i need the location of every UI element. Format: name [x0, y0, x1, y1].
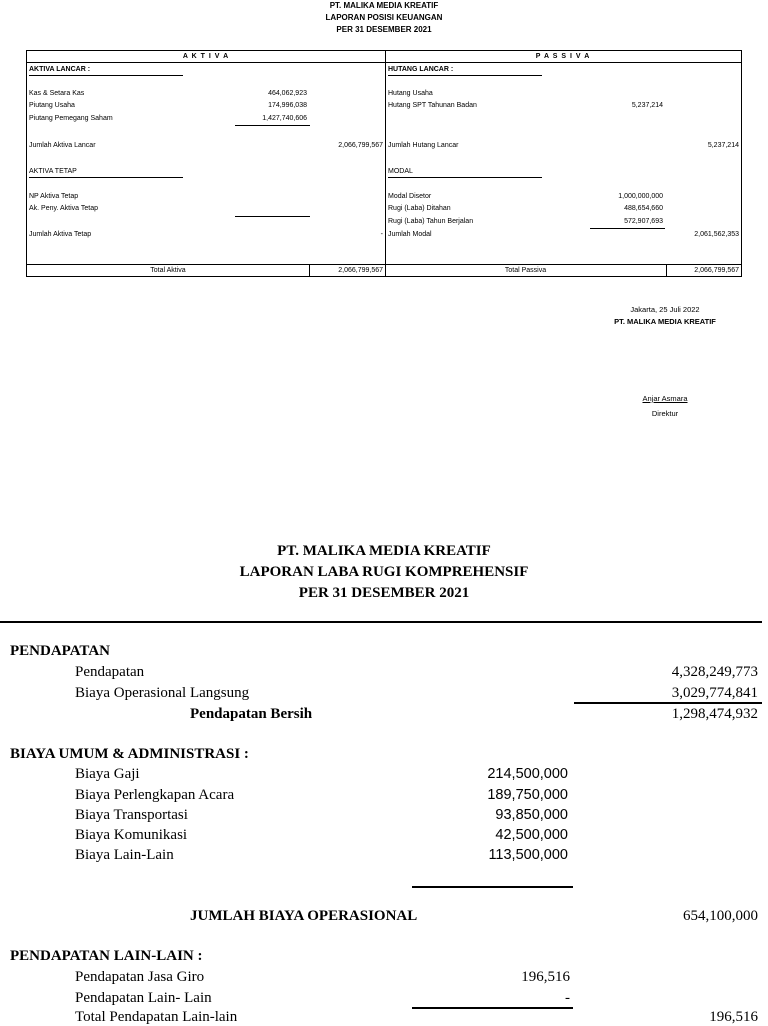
- biaya-item-value: 42,500,000: [495, 827, 568, 843]
- biaya-item-label: Biaya Transportasi: [75, 807, 188, 823]
- aktiva-tetap-label: AKTIVA TETAP: [29, 168, 77, 175]
- total-aktiva-value: 2,066,799,567: [338, 267, 383, 274]
- hutang-item-value: 5,237,214: [631, 102, 663, 109]
- pendapatan-header: PENDAPATAN: [10, 643, 110, 659]
- pendapatan-label: Pendapatan: [75, 664, 145, 680]
- modal-item-label: Modal Disetor: [388, 193, 432, 200]
- biaya-item-value: 113,500,000: [488, 847, 568, 863]
- hutang-item-label: Hutang SPT Tahunan Badan: [388, 102, 477, 109]
- aktiva-tetap-underline: [29, 177, 183, 178]
- aktiva-item-label: Kas & Setara Kas: [29, 90, 85, 97]
- balance-sheet-table: [26, 50, 742, 277]
- income-top-rule: [0, 621, 762, 623]
- biaya-op-langsung-value: 3,029,774,841: [671, 685, 758, 701]
- income-period: PER 31 DESEMBER 2021: [298, 585, 470, 601]
- jumlah-hutang-lancar-value: 5,237,214: [707, 142, 739, 149]
- modal-item-value: 572,907,693: [624, 218, 663, 225]
- hutang-lancar-label: HUTANG LANCAR :: [388, 66, 454, 73]
- modal-item-value: 488,654,660: [624, 205, 663, 212]
- aktiva-lancar-label: AKTIVA LANCAR :: [29, 66, 91, 73]
- jumlah-biaya-value: 654,100,000: [683, 908, 758, 924]
- aktiva-header: A K T I V A: [182, 53, 230, 60]
- aktiva-item-value: 174,996,038: [268, 102, 307, 109]
- subtotal-line: [235, 125, 310, 126]
- biaya-subtotal-line: [412, 886, 573, 888]
- modal-label: MODAL: [388, 168, 413, 175]
- jumlah-hutang-lancar-label: Jumlah Hutang Lancar: [388, 142, 459, 149]
- pendapatan-bersih-label: Pendapatan Bersih: [190, 706, 313, 722]
- total-passiva-label: Total Passiva: [504, 267, 547, 274]
- signature-name: Anjar Asmara: [642, 394, 688, 403]
- pendapatan-lain-header: PENDAPATAN LAIN-LAIN :: [10, 948, 203, 964]
- biaya-item-value: 93,850,000: [495, 807, 568, 823]
- biaya-item-label: Biaya Lain-Lain: [75, 847, 174, 863]
- total-passiva-cell-divider: [666, 264, 667, 276]
- jumlah-aktiva-tetap-label: Jumlah Aktiva Tetap: [29, 231, 92, 238]
- jumlah-modal-value: 2,061,562,353: [694, 231, 739, 238]
- biaya-umum-header: BIAYA UMUM & ADMINISTRASI :: [10, 746, 249, 762]
- aktiva-item-label: Piutang Usaha: [29, 102, 75, 109]
- jasa-giro-value: 196,516: [521, 969, 570, 985]
- pendapatan-bersih-value: 1,298,474,932: [671, 706, 758, 722]
- jasa-giro-label: Pendapatan Jasa Giro: [75, 969, 205, 985]
- pendapatan-subtotal-line: [574, 702, 762, 704]
- aktiva-tetap-item: Ak. Peny. Aktiva Tetap: [29, 205, 99, 212]
- subtotal-line: [590, 228, 665, 229]
- lain-lain-value: -: [565, 990, 570, 1006]
- balance-sheet-company: PT. MALIKA MEDIA KREATIF: [329, 1, 439, 10]
- biaya-item-label: Biaya Gaji: [75, 766, 140, 782]
- center-divider: [385, 51, 386, 276]
- aktiva-item-label: Piutang Pemegang Saham: [29, 115, 113, 122]
- biaya-item-value: 189,750,000: [487, 787, 568, 803]
- balance-sheet-title: LAPORAN POSISI KEUANGAN: [325, 13, 443, 22]
- lain-lain-label: Pendapatan Lain- Lain: [75, 990, 212, 1006]
- header-divider: [27, 62, 741, 63]
- biaya-item-label: Biaya Perlengkapan Acara: [75, 787, 235, 803]
- signature-role: Direktur: [651, 409, 679, 418]
- biaya-item-label: Biaya Komunikasi: [75, 827, 188, 843]
- income-title: LAPORAN LABA RUGI KOMPREHENSIF: [239, 564, 529, 580]
- aktiva-item-value: 464,062,923: [268, 90, 307, 97]
- jumlah-aktiva-lancar-value: 2,066,799,567: [338, 142, 383, 149]
- income-company: PT. MALIKA MEDIA KREATIF: [277, 543, 491, 559]
- jumlah-aktiva-tetap-value: -: [380, 231, 383, 238]
- biaya-item-value: 214,500,000: [487, 766, 568, 782]
- hutang-item-label: Hutang Usaha: [388, 90, 433, 97]
- passiva-header: P A S S I V A: [535, 53, 591, 60]
- aktiva-lancar-underline: [29, 75, 183, 76]
- modal-item-label: Rugi (Laba) Tahun Berjalan: [388, 218, 474, 225]
- signature-place-date: Jakarta, 25 Juli 2022: [630, 305, 700, 314]
- total-row-divider: [27, 264, 741, 265]
- modal-item-value: 1,000,000,000: [618, 193, 663, 200]
- total-lain-label: Total Pendapatan Lain-lain: [75, 1009, 238, 1025]
- aktiva-item-value: 1,427,740,606: [262, 115, 307, 122]
- jumlah-aktiva-lancar-label: Jumlah Aktiva Lancar: [29, 142, 96, 149]
- subtotal-line: [235, 216, 310, 217]
- pendapatan-value: 4,328,249,773: [671, 664, 758, 680]
- signature-company: PT. MALIKA MEDIA KREATIF: [614, 317, 716, 326]
- lain-subtotal-line: [412, 1007, 573, 1009]
- biaya-op-langsung-label: Biaya Operasional Langsung: [75, 685, 250, 701]
- total-aktiva-cell-divider: [309, 264, 310, 276]
- jumlah-modal-label: Jumlah Modal: [388, 231, 432, 238]
- modal-underline: [388, 177, 542, 178]
- aktiva-tetap-item: NP Aktiva Tetap: [29, 193, 79, 200]
- balance-sheet-period: PER 31 DESEMBER 2021: [336, 25, 432, 34]
- jumlah-biaya-label: JUMLAH BIAYA OPERASIONAL: [190, 908, 418, 924]
- hutang-lancar-underline: [388, 75, 542, 76]
- modal-item-label: Rugi (Laba) Ditahan: [388, 205, 451, 212]
- total-aktiva-label: Total Aktiva: [150, 267, 186, 274]
- total-passiva-value: 2,066,799,567: [694, 267, 739, 274]
- total-lain-value: 196,516: [709, 1009, 758, 1025]
